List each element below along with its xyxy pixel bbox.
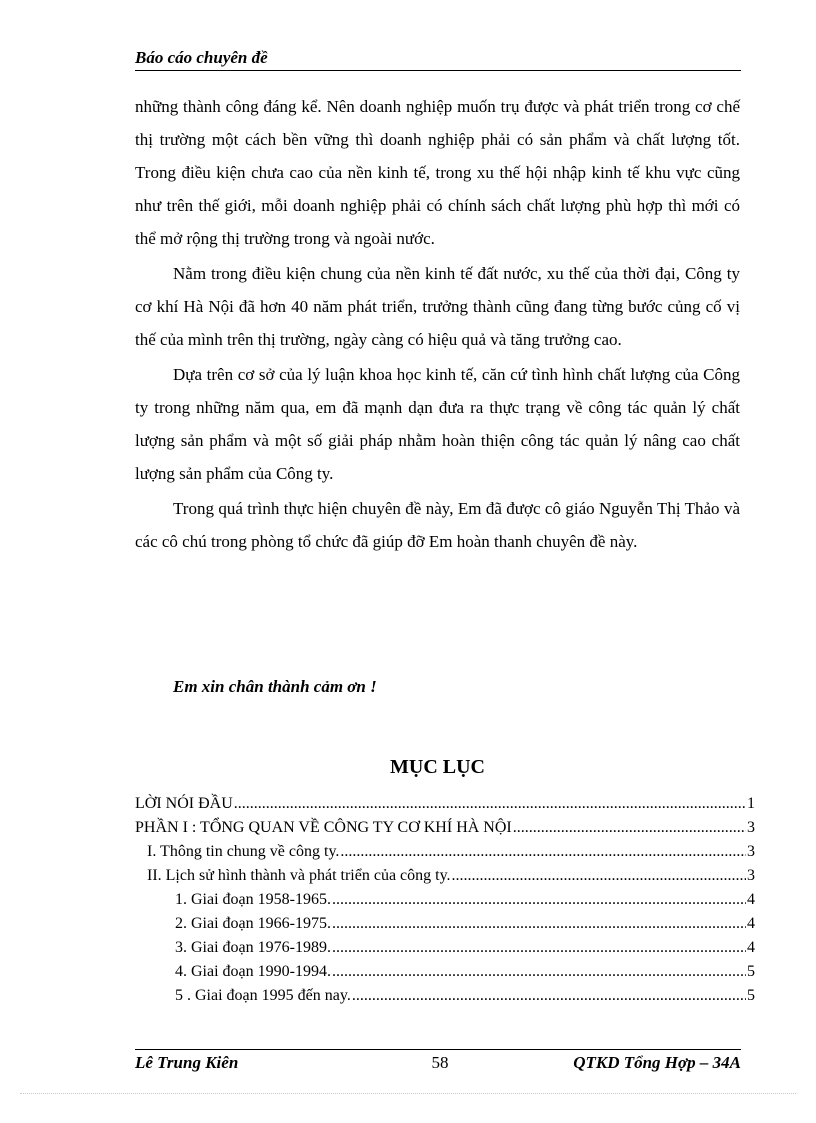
toc-entry[interactable] (135, 912, 755, 936)
toc-leader (452, 864, 746, 888)
table-of-contents (135, 792, 755, 1008)
toc-entry-page: 5 (747, 987, 755, 1004)
paragraph-continuation: những thành công đáng kể. Nên doanh nghiệp muốn trụ được và phát triển trong cơ chế thị trường một cách bền vững thì doanh nghiệp phải có sản phẩm và chất lượng tốt. Trong điều kiện chưa cao của nền kinh tế, trong xu thế hội nhập kinh tế khu vực cũng như trên thế giới, mỗi doanh nghiệp phải có chính sách chất lượng phù hợp thì mới có thể mở rộng thị trường trong và ngoài nước. (135, 97, 740, 248)
header-title: Báo cáo chuyên đề (135, 48, 268, 67)
toc-entry[interactable] (135, 864, 755, 888)
toc-entry-page: 3 (747, 843, 755, 860)
paragraph: Trong quá trình thực hiện chuyên đề này, Em đã được cô giáo Nguyễn Thị Thảo và các cô chú trong phòng tổ chức đã giúp đỡ Em hoàn thanh chuyên đề này. (135, 499, 740, 551)
paragraph: Dựa trên cơ sở của lý luận khoa học kinh tế, căn cứ tình hình chất lượng của Công ty trong những năm qua, em đã mạnh dạn đưa ra thực trạng về công tác quản lý chất lượng sản phẩm và một số giải pháp nhằm hoàn thiện công tác quản lý nâng cao chất lượng sản phẩm của Công ty. (135, 365, 740, 483)
thanks-line: Em xin chân thành cảm ơn ! (173, 677, 377, 696)
toc-leader (234, 792, 746, 816)
toc-entry[interactable] (135, 792, 755, 816)
toc-entry-label: PHẦN I : TỔNG QUAN VỀ CÔNG TY CƠ KHÍ HÀ NỘI (135, 819, 512, 836)
body-text (135, 90, 740, 558)
toc-entry[interactable] (135, 960, 755, 984)
toc-entry[interactable] (135, 816, 755, 840)
toc-leader (340, 840, 746, 864)
toc-entry-page: 3 (747, 819, 755, 836)
toc-entry-page: 3 (747, 867, 755, 884)
toc-entry-label: 5 . Giai đoạn 1995 đến nay. (175, 987, 351, 1004)
toc-entry-page: 5 (747, 963, 755, 980)
footer-author: Lê Trung Kiên (135, 1053, 239, 1072)
toc-entry-label: II. Lịch sử hình thành và phát triển của công ty. (147, 867, 451, 884)
toc-entry-label: I. Thông tin chung về công ty. (147, 843, 340, 860)
footer-page-number: 58 (431, 1053, 449, 1072)
document-footer (135, 1053, 741, 1077)
toc-leader (332, 960, 746, 984)
toc-title: MỤC LỤC (390, 756, 485, 778)
toc-entry-page: 4 (747, 915, 755, 932)
toc-entry[interactable] (135, 984, 755, 1008)
document-header (135, 48, 741, 71)
toc-entry-label: 1. Giai đoạn 1958-1965. (175, 891, 331, 908)
toc-entry-page: 4 (747, 891, 755, 908)
toc-entry[interactable] (135, 888, 755, 912)
toc-entry-label: LỜI NÓI ĐẦU (135, 795, 233, 812)
toc-entry-label: 3. Giai đoạn 1976-1989. (175, 939, 331, 956)
toc-leader (332, 912, 746, 936)
toc-entry[interactable] (135, 936, 755, 960)
toc-entry[interactable] (135, 840, 755, 864)
toc-leader (352, 984, 746, 1008)
toc-entry-page: 1 (747, 795, 755, 812)
toc-leader (513, 816, 746, 840)
toc-leader (332, 888, 746, 912)
toc-entry-label: 2. Giai đoạn 1966-1975. (175, 915, 331, 932)
paragraph: Nằm trong điều kiện chung của nền kinh tế đất nước, xu thế của thời đại, Công ty cơ khí Hà Nội đã hơn 40 năm phát triển, trưởng thành cũng đang từng bước củng cố vị thế của mình trên thị trường, ngày càng có hiệu quả và tăng trưởng cao. (135, 264, 740, 349)
toc-entry-page: 4 (747, 939, 755, 956)
toc-entry-label: 4. Giai đoạn 1990-1994. (175, 963, 331, 980)
toc-leader (332, 936, 746, 960)
page-bottom-edge (20, 1093, 796, 1094)
footer-course: QTKD Tổng Hợp – 34A (573, 1053, 741, 1072)
footer-divider (135, 1049, 741, 1050)
